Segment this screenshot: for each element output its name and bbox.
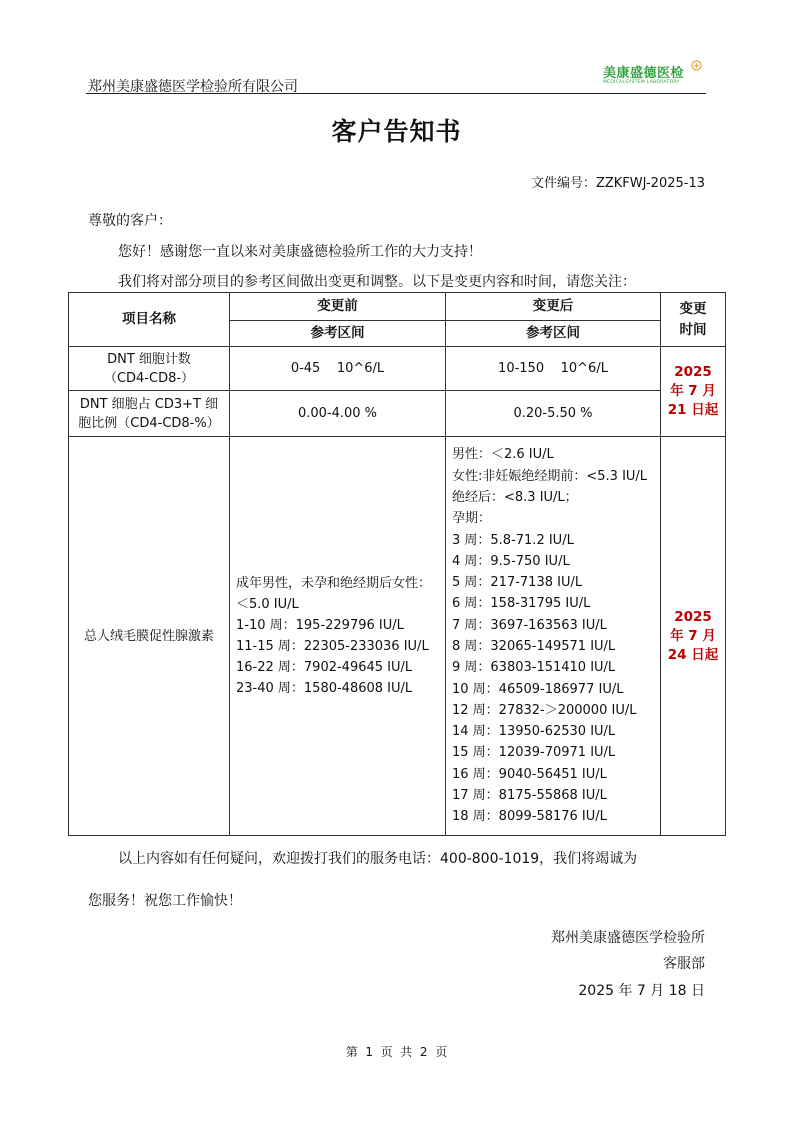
change-time-cell-1 <box>661 347 726 437</box>
document-number: 文件编号：ZZKFWJ-2025-13 <box>530 176 705 191</box>
change-time-line: 年 7 月 <box>670 383 716 399</box>
col-header-before: 变更前 <box>230 293 446 321</box>
range-line: 3 周：5.8-71.2 IU/L <box>452 532 574 548</box>
header-company-name: 郑州美康盛德医学检验所有限公司 <box>88 79 298 95</box>
change-time-line: 2025 <box>674 608 712 625</box>
item-name-line: 胞比例（CD4-CD8-%） <box>78 415 220 431</box>
change-time-line: 24 日起 <box>667 646 719 663</box>
company-logo <box>603 60 703 90</box>
table-row <box>69 347 726 391</box>
after-range-cell <box>446 437 661 836</box>
range-line: 9 周：63803-151410 IU/L <box>452 660 616 676</box>
after-range-cell: 0.20-5.50 % <box>446 391 661 437</box>
greeting: 尊敬的客户： <box>88 213 172 229</box>
range-line: 1-10 周：195-229796 IU/L <box>236 618 404 633</box>
range-line: 女性:非妊娠绝经期前：<5.3 IU/L <box>452 468 648 484</box>
header-divider <box>86 93 706 94</box>
change-time-line: 2025 <box>674 364 712 380</box>
range-line: 15 周：12039-70971 IU/L <box>452 745 616 761</box>
subheader-before-range: 参考区间 <box>230 321 446 347</box>
col-header-time <box>661 293 726 347</box>
range-line: 4 周：9.5-750 IU/L <box>452 553 570 569</box>
col-header-time-text: 变更时间 <box>679 300 707 338</box>
range-line: 男性：＜2.6 IU/L <box>452 447 554 463</box>
range-line: 5 周：217-7138 IU/L <box>452 575 583 591</box>
item-name-line: DNT 细胞计数 <box>107 351 191 367</box>
subheader-after-range: 参考区间 <box>446 321 661 347</box>
logo-subtext: MEDICALSYSTEM LABORATORY <box>603 80 680 85</box>
range-line: 7 周：3697-163563 IU/L <box>452 617 607 633</box>
change-table <box>68 292 726 836</box>
table-row <box>69 391 726 437</box>
range-line: 17 周：8175-55868 IU/L <box>452 788 607 804</box>
range-line: 16-22 周：7902-49645 IU/L <box>236 660 413 675</box>
col-header-after: 变更后 <box>446 293 661 321</box>
item-name-cell <box>69 391 230 437</box>
range-line: 16 周：9040-56451 IU/L <box>452 766 607 782</box>
signature-organization: 郑州美康盛德医学检验所 <box>551 930 705 946</box>
logo-text: 美康盛德医检 <box>603 66 685 81</box>
range-line: 绝经后：<8.3 IU/L； <box>452 489 578 505</box>
before-range-cell <box>230 437 446 836</box>
logo-mark-icon <box>691 60 702 71</box>
after-range-cell: 10-150 10^6/L <box>446 347 661 391</box>
range-line: 12 周：27832-＞200000 IU/L <box>452 702 637 718</box>
change-time-cell-2 <box>661 437 726 836</box>
signature-department: 客服部 <box>663 956 705 972</box>
range-line: 成年男性，未孕和绝经期后女性： <box>236 576 432 591</box>
range-line: 14 周：13950-62530 IU/L <box>452 724 616 740</box>
range-line: 11-15 周：22305-233036 IU/L <box>236 639 429 654</box>
item-name-line: （CD4-CD8-） <box>103 370 195 386</box>
range-line: 23-40 周：1580-48608 IU/L <box>236 681 413 696</box>
change-time-line: 年 7 月 <box>670 627 716 644</box>
item-name-cell: 总人绒毛膜促性腺激素 <box>69 437 230 836</box>
item-name-cell <box>69 347 230 391</box>
range-line: 6 周：158-31795 IU/L <box>452 596 591 612</box>
table-row <box>69 437 726 836</box>
intro-paragraph-2: 我们将对部分项目的参考区间做出变更和调整。以下是变更内容和时间，请您关注： <box>118 274 636 290</box>
before-range-cell: 0-45 10^6/L <box>230 347 446 391</box>
range-line: 8 周：32065-149571 IU/L <box>452 639 616 654</box>
col-header-item: 项目名称 <box>69 293 230 347</box>
range-line: ＜5.0 IU/L <box>236 597 299 612</box>
closing-paragraph-2: 您服务！祝您工作愉快！ <box>88 893 242 909</box>
before-range-cell: 0.00-4.00 % <box>230 391 446 437</box>
document-title: 客户告知书 <box>331 117 462 146</box>
range-line: 10 周：46509-186977 IU/L <box>452 681 624 697</box>
intro-paragraph-1: 您好！感谢您一直以来对美康盛德检验所工作的大力支持！ <box>118 244 482 260</box>
range-line: 孕期： <box>452 511 492 527</box>
closing-paragraph-1: 以上内容如有任何疑问，欢迎拨打我们的服务电话：400-800-1019，我们将竭诚为 <box>118 851 638 867</box>
signature-date: 2025 年 7 月 18 日 <box>578 983 705 999</box>
page-footer: 第 1 页 共 2 页 <box>345 1045 448 1059</box>
change-time-line: 21 日起 <box>667 402 719 418</box>
range-line: 18 周：8099-58176 IU/L <box>452 809 607 825</box>
item-name-line: DNT 细胞占 CD3+T 细 <box>79 396 219 412</box>
